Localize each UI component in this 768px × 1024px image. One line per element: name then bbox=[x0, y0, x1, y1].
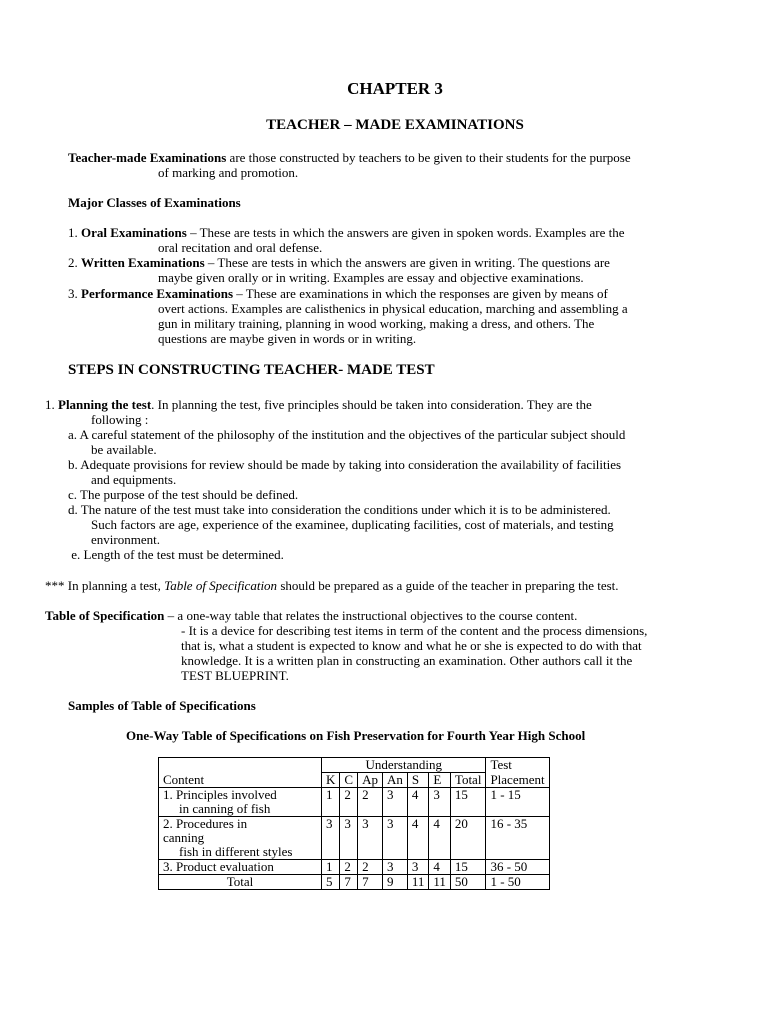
header-col: K bbox=[322, 773, 340, 788]
major-classes-heading: Major Classes of Examinations bbox=[68, 195, 241, 210]
table-row bbox=[159, 817, 550, 860]
header-col: C bbox=[340, 773, 358, 788]
specification-table bbox=[158, 757, 550, 890]
header-col: An bbox=[382, 773, 407, 788]
class-item-written bbox=[68, 255, 610, 270]
header-understanding: Understanding bbox=[322, 758, 486, 773]
table-row bbox=[159, 788, 550, 817]
item-text: – These are tests in which the answers are given in spoken words. Examples are the bbox=[186, 225, 625, 240]
content-line: in canning of fish bbox=[179, 801, 271, 816]
class-item-performance-cont-3: questions are maybe given in words or in writing. bbox=[158, 331, 417, 346]
row-content bbox=[159, 817, 322, 860]
total-cell: 7 bbox=[358, 875, 383, 890]
cell: 15 bbox=[450, 788, 486, 817]
planning-text: . In planning the test, five principles should be taken into consideration. They are the bbox=[151, 397, 592, 412]
cell: 3 bbox=[382, 860, 407, 875]
definition-line-1 bbox=[68, 150, 631, 165]
table-header-row-2 bbox=[159, 773, 550, 788]
principle-b: b. Adequate provisions for review should be made by taking into consideration the availability of facilities bbox=[68, 457, 622, 472]
cell: 1 bbox=[322, 788, 340, 817]
chapter-title: CHAPTER 3 bbox=[347, 79, 443, 98]
table-title: One-Way Table of Specifications on Fish Preservation for Fourth Year High School bbox=[126, 728, 586, 743]
item-term: Performance Examinations bbox=[81, 286, 234, 301]
cell: 3 bbox=[382, 817, 407, 860]
cell: 15 bbox=[450, 860, 486, 875]
planning-term: Planning the test bbox=[58, 397, 152, 412]
class-item-written-cont: maybe given orally or in writing. Examples are essay and objective examinations. bbox=[158, 270, 584, 285]
principle-d-cont-1: Such factors are age, experience of the examinee, duplicating facilities, cost of materials, and testing bbox=[91, 517, 614, 532]
header-test: Test bbox=[486, 758, 549, 773]
definition-line-2: of marking and promotion. bbox=[158, 165, 299, 180]
note-prefix: *** In planning a test, bbox=[45, 578, 165, 593]
cell: 3 bbox=[429, 788, 451, 817]
header-col: Ap bbox=[358, 773, 383, 788]
principle-c: c. The purpose of the test should be defined. bbox=[68, 487, 299, 502]
content-line: canning bbox=[163, 830, 205, 845]
cell: 2 bbox=[340, 788, 358, 817]
item-text: – These are tests in which the answers are given in writing. The questions are bbox=[204, 255, 610, 270]
cell-placement: 16 - 35 bbox=[486, 817, 549, 860]
tos-text: – a one-way table that relates the instructional objectives to the course content. bbox=[164, 608, 578, 623]
total-cell: 11 bbox=[407, 875, 429, 890]
principle-a: a. A careful statement of the philosophy of the institution and the objectives of the particular subject should bbox=[68, 427, 626, 442]
chapter-subtitle: TEACHER – MADE EXAMINATIONS bbox=[266, 117, 524, 133]
class-item-performance-cont-2: gun in military training, planning in wood working, making a dress, and others. The bbox=[158, 316, 595, 331]
cell: 3 bbox=[382, 788, 407, 817]
class-item-oral bbox=[68, 225, 625, 240]
header-blank bbox=[159, 758, 322, 773]
note-suffix: should be prepared as a guide of the teacher in preparing the test. bbox=[277, 578, 619, 593]
planning-line-1 bbox=[45, 397, 592, 412]
note-italic: Table of Specification bbox=[164, 578, 278, 593]
item-term: Oral Examinations bbox=[81, 225, 187, 240]
item-term: Written Examinations bbox=[81, 255, 205, 270]
total-cell: 50 bbox=[450, 875, 486, 890]
item-number: 2. bbox=[68, 255, 81, 270]
principle-d-cont-2: environment. bbox=[91, 532, 160, 547]
cell: 20 bbox=[450, 817, 486, 860]
tos-line-5: TEST BLUEPRINT. bbox=[181, 668, 289, 683]
cell-placement: 1 - 15 bbox=[486, 788, 549, 817]
total-placement: 1 - 50 bbox=[486, 875, 549, 890]
header-col: Total bbox=[450, 773, 486, 788]
cell: 3 bbox=[358, 817, 383, 860]
samples-heading: Samples of Table of Specifications bbox=[68, 698, 256, 713]
definition-term: Teacher-made Examinations bbox=[68, 150, 227, 165]
table-total-row bbox=[159, 875, 550, 890]
item-number: 1. bbox=[68, 225, 81, 240]
principle-b-cont: and equipments. bbox=[91, 472, 177, 487]
cell: 1 bbox=[322, 860, 340, 875]
planning-note bbox=[45, 578, 619, 593]
definition-text: are those constructed by teachers to be given to their students for the purpose bbox=[226, 150, 631, 165]
table-row bbox=[159, 860, 550, 875]
header-col: E bbox=[429, 773, 451, 788]
total-cell: 11 bbox=[429, 875, 451, 890]
tos-line-4: knowledge. It is a written plan in constructing an examination. Other authors call it the bbox=[181, 653, 633, 668]
header-col: S bbox=[407, 773, 429, 788]
item-text: – These are examinations in which the responses are given by means of bbox=[233, 286, 608, 301]
cell: 3 bbox=[340, 817, 358, 860]
tos-line-2: - It is a device for describing test items in term of the content and the process dimensions, bbox=[181, 623, 648, 638]
principle-d: d. The nature of the test must take into consideration the conditions under which it is to be administered. bbox=[68, 502, 611, 517]
class-item-performance-cont-1: overt actions. Examples are calisthenics in physical education, marching and assembling a bbox=[158, 301, 628, 316]
tos-term: Table of Specification bbox=[45, 608, 165, 623]
cell: 4 bbox=[429, 817, 451, 860]
total-label: Total bbox=[159, 875, 322, 890]
cell: 3 bbox=[322, 817, 340, 860]
cell: 4 bbox=[407, 817, 429, 860]
cell: 4 bbox=[429, 860, 451, 875]
class-item-performance bbox=[68, 286, 608, 301]
table-header-row-1 bbox=[159, 758, 550, 773]
cell: 2 bbox=[358, 860, 383, 875]
cell-placement: 36 - 50 bbox=[486, 860, 549, 875]
total-cell: 9 bbox=[382, 875, 407, 890]
steps-heading: STEPS IN CONSTRUCTING TEACHER- MADE TEST bbox=[68, 362, 435, 378]
header-placement: Placement bbox=[486, 773, 549, 788]
content-line: 1. Principles involved bbox=[163, 787, 277, 802]
class-item-oral-cont: oral recitation and oral defense. bbox=[158, 240, 323, 255]
planning-line-2: following : bbox=[91, 412, 149, 427]
header-content: Content bbox=[159, 773, 322, 788]
total-cell: 5 bbox=[322, 875, 340, 890]
principle-a-cont: be available. bbox=[91, 442, 157, 457]
cell: 4 bbox=[407, 788, 429, 817]
item-number: 1. bbox=[45, 397, 58, 412]
principle-e: e. Length of the test must be determined. bbox=[68, 547, 284, 562]
tos-line-3: that is, what a student is expected to know and what he or she is expected to do with that bbox=[181, 638, 642, 653]
cell: 2 bbox=[358, 788, 383, 817]
total-cell: 7 bbox=[340, 875, 358, 890]
content-line: fish in different styles bbox=[179, 844, 293, 859]
cell: 2 bbox=[340, 860, 358, 875]
cell: 3 bbox=[407, 860, 429, 875]
tos-definition bbox=[45, 608, 577, 623]
item-number: 3. bbox=[68, 286, 81, 301]
row-content bbox=[159, 788, 322, 817]
row-content: 3. Product evaluation bbox=[159, 860, 322, 875]
content-line: 2. Procedures in bbox=[163, 816, 248, 831]
